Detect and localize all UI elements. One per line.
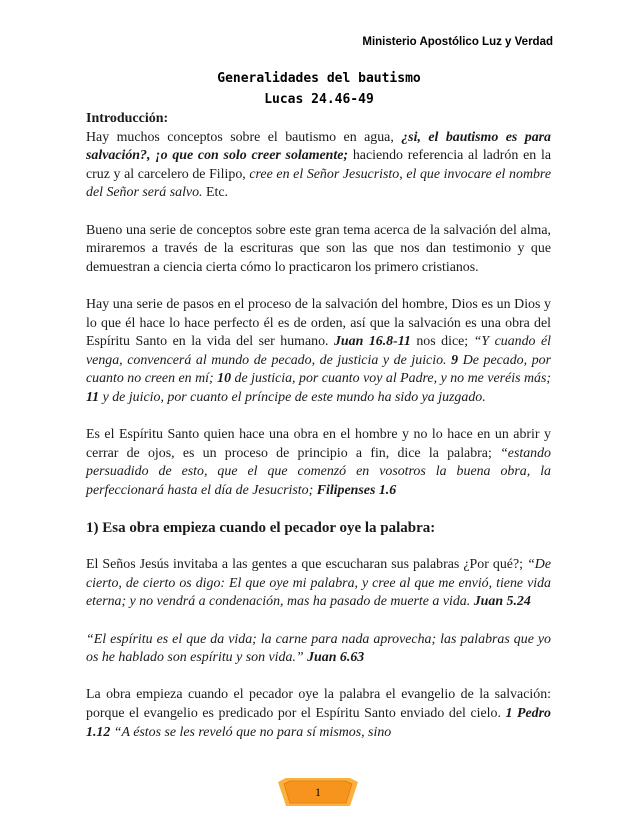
verse-number: 11 xyxy=(86,389,100,405)
text-run: Es el Espíritu Santo quien hace una obra en el hombre y no lo hace en un abrir y cerrar de ojos, es un proceso de principio a fin, dice la palabra; xyxy=(86,427,551,461)
section-paragraph-3 xyxy=(86,686,551,742)
text-run: , xyxy=(399,166,407,182)
text-run: haciendo referencia al ladrón en la cruz y al carcelero de Filipo, xyxy=(86,148,551,182)
quote-run: “Y cuando él venga, convencerá al mundo de pecado, de justicia y de juicio. xyxy=(86,334,551,368)
intro-paragraph-3 xyxy=(86,296,551,408)
section-paragraph-1 xyxy=(86,556,551,612)
section-heading: 1) Esa obra empieza cuando el pecador oye la palabra: xyxy=(86,520,436,537)
quote-run: cree en el Señor Jesucristo xyxy=(249,166,400,182)
intro-paragraph-4 xyxy=(86,426,551,500)
header-organization: Ministerio Apostólico Luz y Verdad xyxy=(362,36,553,48)
verse-number: 10 xyxy=(217,371,232,387)
document-title: Generalidades del bautismo xyxy=(217,71,421,86)
intro-heading: Introducción: xyxy=(86,111,169,126)
intro-paragraph-1 xyxy=(86,129,551,203)
quote-run: “A éstos se les reveló que no para sí mismos, sino xyxy=(110,724,392,740)
section-paragraph-2 xyxy=(86,631,551,668)
scripture-reference: Juan 16.8-11 xyxy=(333,334,411,350)
text-run: nos dice; xyxy=(410,334,474,350)
document-body xyxy=(86,110,551,742)
page-number: 1 xyxy=(315,785,321,799)
quote-run: el que invocare el nombre del Señor será salvo. xyxy=(86,166,551,201)
emphasis-run: ¿si, el bautismo es para salvación?, ¡o que con solo creer solamente; xyxy=(86,129,551,164)
quote-run: “El espíritu es el que da vida; la carne para nada aprovecha; las palabras que yo os he hablado son espíritu y son vida.” xyxy=(86,631,551,666)
quote-run: “De cierto, de cierto os digo: El que oye mi palabra, y cree al que me envió, tiene vida eterna; y no vendrá a condenación, mas ha pasado de muerte a vida. xyxy=(86,557,551,610)
document-subtitle: Lucas 24.46-49 xyxy=(264,92,374,107)
text-run: La obra empieza cuando el pecador oye la palabra el evangelio de la salvación: porque el evangelio es predicado por el Espíritu Santo enviado del cielo. xyxy=(86,687,551,721)
quote-run: y de juicio, por cuanto el príncipe de este mundo ha sido ya juzgado. xyxy=(99,389,486,405)
text-run: El Seños Jesús invitaba a las gentes a que escucharan sus palabras ¿Por qué?; xyxy=(86,557,528,573)
text-run: Etc. xyxy=(202,185,228,201)
quote-run: de justicia, por cuanto voy al Padre, y no me veréis más; xyxy=(231,371,551,387)
verse-number: 9 xyxy=(451,352,459,368)
quote-run: “estando persuadido de esto, que el que comenzó en vosotros la buena obra, la perfeccionará hasta el día de Jesucristo; xyxy=(86,445,551,498)
quote-run: De pecado, por cuanto no creen en mí; xyxy=(86,352,551,387)
intro-paragraph-2: Bueno una serie de conceptos sobre este gran tema acerca de la salvación del alma, miraremos a través de la escrituras que son las que nos dan testimonio y que demuestran a ciencia cierta cómo lo practicaron los primero cristianos. xyxy=(86,222,551,275)
text-run: Hay muchos conceptos sobre el bautismo en agua, xyxy=(86,129,402,145)
scripture-reference: 1 Pedro 1.12 xyxy=(86,706,551,740)
scripture-reference: Juan 5.24 xyxy=(473,594,531,610)
scripture-reference: Juan 6.63 xyxy=(303,650,365,666)
scripture-reference: Filipenses 1.6 xyxy=(313,482,397,498)
text-run: Hay una serie de pasos en el proceso de la salvación del hombre, Dios es un Dios y lo que él hace lo hace perfecto él es de orden, así que la salvación es una obra del Espíritu Santo en la vida del ser humano. xyxy=(86,296,551,350)
